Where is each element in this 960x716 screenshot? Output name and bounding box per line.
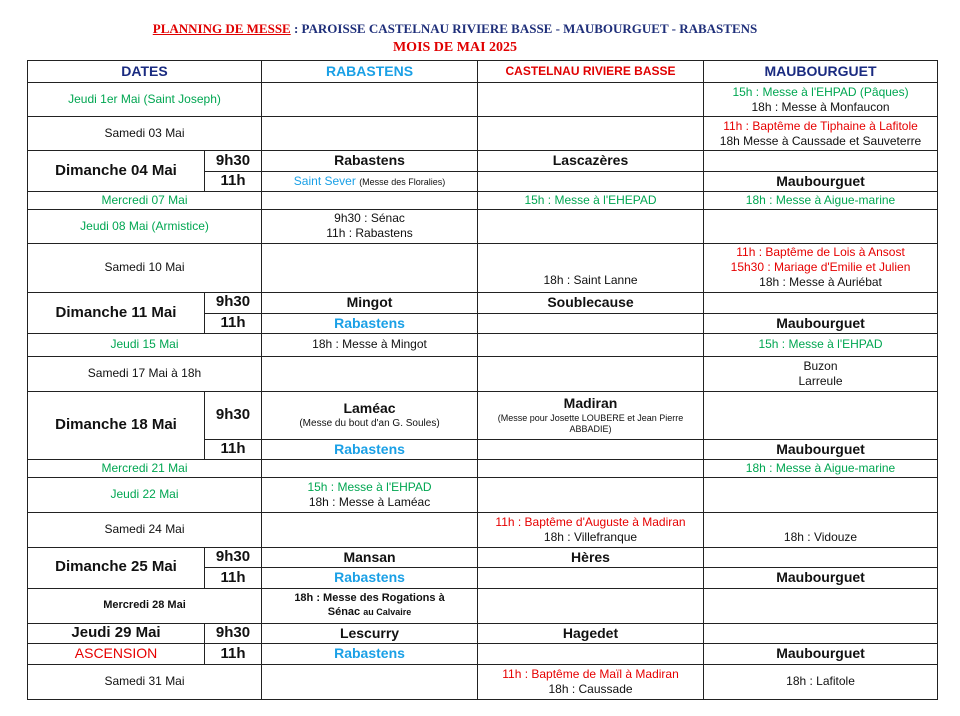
wedding-entry: 15h30 : Mariage d'Emilie et Julien [730,260,911,275]
maubourguet-cell: Maubourguet [704,439,938,460]
mass-entry: 15h : Messe à l'EHPAD [307,479,432,494]
maubourguet-cell: Maubourguet [704,568,938,589]
time-cell: 9h30 [205,623,262,644]
maubourguet-cell [704,391,938,439]
table-row [28,117,938,151]
rabastens-cell [262,512,478,547]
date-cell: Mercredi 07 Mai [28,192,262,209]
rabastens-cell [262,243,478,292]
date-cell: Mercredi 21 Mai [28,460,262,477]
mass-entry: Buzon [803,358,838,373]
mass-entry: 18h : Villefranque [543,529,638,544]
baptism-entry: 11h : Baptême d'Auguste à Madiran [495,514,686,529]
table-row [28,391,938,439]
rabastens-cell: Mansan [262,547,478,568]
header-castelnau: CASTELNAU RIVIERE BASSE [478,61,704,83]
table-row [28,588,938,623]
castelnau-cell [478,568,704,589]
castelnau-cell [478,439,704,460]
time-cell: 11h [205,568,262,589]
time-cell: 11h [205,171,262,192]
mass-location: Sénac [327,605,361,618]
castelnau-cell: 18h : Saint Lanne [478,243,704,292]
mass-location: Laméac [343,400,396,417]
castelnau-cell [478,334,704,357]
rabastens-cell: Lescurry [262,623,478,644]
maubourguet-cell: 18h : Messe à Aigue-marine [704,192,938,209]
castelnau-cell [478,664,704,699]
maubourguet-cell: Maubourguet [704,171,938,192]
castelnau-cell: Lascazères [478,151,704,172]
table-row [28,477,938,512]
date-cell: Jeudi 15 Mai [28,334,262,357]
castelnau-cell: 15h : Messe à l'EHEPAD [478,192,704,209]
rabastens-cell [262,117,478,151]
rabastens-cell: Rabastens [262,151,478,172]
rabastens-cell: Rabastens [262,568,478,589]
time-cell: 9h30 [205,391,262,439]
castelnau-cell [478,356,704,391]
castelnau-cell [478,588,704,623]
rabastens-cell [262,588,478,623]
castelnau-cell [478,391,704,439]
date-cell: Samedi 31 Mai [28,664,262,699]
castelnau-cell [478,82,704,117]
mass-entry: 18h : Messe à Auriébat [759,275,882,290]
rabastens-cell: 18h : Messe à Mingot [262,334,478,357]
maubourguet-cell [704,356,938,391]
maubourguet-cell [704,117,938,151]
maubourguet-cell [704,623,938,644]
page-title [0,21,910,37]
mass-schedule-table [27,60,938,700]
mass-entry: Larreule [798,373,843,388]
table-row [28,243,938,292]
castelnau-cell [478,512,704,547]
mass-note: (Messe du bout d'an G. Soules) [299,417,440,429]
table-row [28,192,938,209]
castelnau-cell: Soublecause [478,293,704,314]
castelnau-cell [478,171,704,192]
mass-location: Saint Sever [293,174,356,189]
feast-label: ASCENSION [28,644,205,665]
rabastens-cell [262,477,478,512]
time-cell: 9h30 [205,293,262,314]
table-row [28,82,938,117]
baptism-entry: 11h : Baptême de Maïl à Madiran [502,666,679,681]
date-cell: Samedi 03 Mai [28,117,262,151]
baptism-entry: 11h : Baptême de Lois à Ansost [736,245,905,260]
rabastens-cell: Rabastens [262,313,478,334]
maubourguet-cell [704,243,938,292]
date-cell: Samedi 10 Mai [28,243,262,292]
mass-entry: 18h : Caussade [548,681,633,696]
time-cell: 11h [205,439,262,460]
castelnau-cell: Hères [478,547,704,568]
maubourguet-cell: 18h : Vidouze [704,512,938,547]
rabastens-cell [262,460,478,477]
rabastens-cell [262,356,478,391]
title-parish: : PAROISSE CASTELNAU RIVIERE BASSE - MAUBOURGUET - RABASTENS [290,21,758,36]
rabastens-cell [262,209,478,243]
table-row [28,644,938,665]
table-row [28,151,938,172]
castelnau-cell [478,460,704,477]
page-subtitle: MOIS DE MAI 2025 [392,40,518,55]
date-cell: Samedi 24 Mai [28,512,262,547]
rabastens-cell: Mingot [262,293,478,314]
mass-note: (Messe des Floralies) [359,177,446,188]
table-row [28,547,938,568]
date-cell: Jeudi 08 Mai (Armistice) [28,209,262,243]
table-row [28,460,938,477]
baptism-entry: 11h : Baptême de Tiphaine à Lafitole [723,118,918,133]
header-rabastens: RABASTENS [262,61,478,83]
castelnau-cell: Hagedet [478,623,704,644]
table-row [28,356,938,391]
table-row [28,293,938,314]
table-row [28,512,938,547]
mass-entry: 15h : Messe à l'EHPAD (Pâques) [732,84,909,99]
time-cell: 9h30 [205,151,262,172]
mass-note: (Messe pour Josette LOUBERE et Jean Pierre ABBADIE) [497,412,684,435]
time-cell: 11h [205,313,262,334]
mass-entry: 18h : Messe à Monfaucon [751,99,890,114]
maubourguet-cell [704,82,938,117]
maubourguet-cell: 18h : Messe à Aigue-marine [704,460,938,477]
mass-location: Madiran [563,395,618,412]
rabastens-cell [262,171,478,192]
castelnau-cell [478,477,704,512]
mass-entry: 18h : Messe des Rogations à [294,592,445,605]
date-cell: Jeudi 29 Mai [28,623,205,644]
table-row [28,209,938,243]
date-cell: Dimanche 25 Mai [28,547,205,588]
date-cell: Dimanche 11 Mai [28,293,205,334]
castelnau-cell [478,117,704,151]
date-cell: Dimanche 18 Mai [28,391,205,460]
title-planning: PLANNING DE MESSE [152,21,291,36]
time-cell: 9h30 [205,547,262,568]
table-row [28,664,938,699]
rabastens-cell [262,192,478,209]
table-row [28,623,938,644]
time-cell: 11h [205,644,262,665]
date-cell: Jeudi 1er Mai (Saint Joseph) [28,82,262,117]
date-cell: Samedi 17 Mai à 18h [28,356,262,391]
mass-entry: 9h30 : Sénac [334,211,405,226]
maubourguet-cell [704,209,938,243]
castelnau-cell [478,209,704,243]
rabastens-cell [262,664,478,699]
maubourguet-cell: Maubourguet [704,313,938,334]
maubourguet-cell: 15h : Messe à l'EHPAD [704,334,938,357]
castelnau-cell [478,644,704,665]
rabastens-cell: Rabastens [262,439,478,460]
maubourguet-cell: 18h : Lafitole [704,664,938,699]
rabastens-cell [262,391,478,439]
mass-entry: 18h Messe à Caussade et Sauveterre [719,133,922,148]
table-header-row [28,61,938,83]
date-cell: Mercredi 28 Mai [28,588,262,623]
header-maubourguet: MAUBOURGUET [704,61,938,83]
table-row [28,334,938,357]
maubourguet-cell [704,588,938,623]
maubourguet-cell [704,151,938,172]
rabastens-cell: Rabastens [262,644,478,665]
mass-entry: 11h : Rabastens [326,226,413,241]
rabastens-cell [262,82,478,117]
mass-note: au Calvaire [363,606,412,617]
maubourguet-cell [704,547,938,568]
date-cell: Dimanche 04 Mai [28,151,205,192]
castelnau-cell [478,313,704,334]
mass-entry: 18h : Messe à Laméac [308,494,431,509]
maubourguet-cell [704,293,938,314]
maubourguet-cell: Maubourguet [704,644,938,665]
header-dates: DATES [28,61,262,83]
date-cell: Jeudi 22 Mai [28,477,262,512]
maubourguet-cell [704,477,938,512]
